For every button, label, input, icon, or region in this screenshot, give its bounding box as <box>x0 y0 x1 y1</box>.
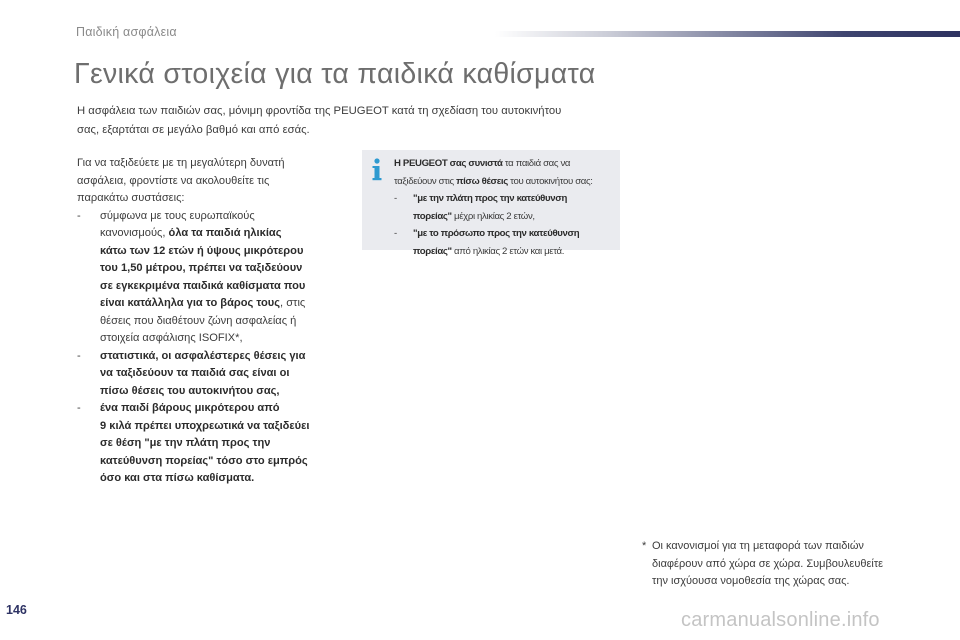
watermark: carmanualsonline.info <box>681 609 880 631</box>
list-text: κανονισμούς, <box>100 227 169 239</box>
list-item <box>77 208 352 348</box>
list-text-bold: κατεύθυνση πορείας" τόσο στο εμπρός <box>100 454 308 467</box>
info-text <box>394 155 618 260</box>
list-line <box>100 243 352 261</box>
info-line <box>413 243 618 261</box>
intro-paragraph <box>77 102 637 139</box>
list-line <box>100 225 352 243</box>
info-text-bold: "με το πρόσωπο προς την κατεύθυνση <box>413 228 580 239</box>
info-text-regular: τα παιδιά σας να <box>502 158 571 169</box>
info-text-regular: του αυτοκινήτου σας: <box>507 175 593 187</box>
list-line <box>100 453 352 471</box>
list-line <box>100 470 352 488</box>
info-text-bold: Η PEUGEOT σας συνιστά <box>394 158 503 169</box>
footnote <box>642 538 942 591</box>
list-text-bold: να ταξιδεύουν τα παιδιά σας είναι οι <box>100 367 290 379</box>
list-line <box>100 278 352 296</box>
list-text-bold: είναι κατάλληλα για το βάρος τους <box>100 297 281 309</box>
info-list-item <box>394 190 618 225</box>
page-number: 146 <box>6 603 27 617</box>
info-text-regular: από ηλικίας 2 ετών και μετά. <box>451 245 565 257</box>
list-line: σύμφωνα με τους ευρωπαϊκούς <box>100 209 255 222</box>
footnote-line: διαφέρουν από χώρα σε χώρα. Συμβουλευθείτε <box>652 557 884 570</box>
list-text-bold: κάτω των 12 ετών ή ύψους μικρότερου <box>100 244 304 257</box>
list-line: στοιχεία ασφάλισης ISOFIX*, <box>100 332 243 344</box>
list-text-bold: στατιστικά, οι ασφαλέστερες θέσεις για <box>100 349 306 362</box>
list-text-bold: σε εγκεκριμένα παιδικά καθίσματα που <box>100 279 306 292</box>
list-line <box>100 295 352 313</box>
list-text-bold: όσο και στα πίσω καθίσματα. <box>100 472 255 484</box>
list-text-bold: ένα παιδί βάρους μικρότερου από <box>100 402 280 414</box>
intro-line: Η ασφάλεια των παιδιών σας, μόνιμη φροντίδα της PEUGEOT κατά τη σχεδίαση του αυτοκινήτου <box>77 105 562 117</box>
list-line <box>100 260 352 278</box>
list-item <box>77 400 352 488</box>
list-line <box>100 435 352 453</box>
lead-line: ασφάλεια, φροντίστε να ακολουθείτε τις <box>77 174 270 187</box>
list-dash: - <box>77 209 81 222</box>
list-line <box>100 418 352 436</box>
info-list-item <box>394 225 618 260</box>
body-column <box>77 155 352 488</box>
list-line <box>100 400 352 418</box>
info-text-bold: πορείας" <box>413 245 452 257</box>
info-icon <box>370 158 384 182</box>
list-item <box>77 348 352 401</box>
info-line <box>394 173 618 191</box>
info-line <box>413 225 618 243</box>
info-dash: - <box>394 228 397 239</box>
list-dash: - <box>77 349 81 362</box>
header-bar <box>495 31 960 37</box>
list-line <box>100 365 352 383</box>
info-text-regular: ταξιδεύουν στις <box>394 175 457 187</box>
info-line <box>413 208 618 226</box>
list-text-bold: 9 κιλά πρέπει υποχρεωτικά να ταξιδεύει <box>100 419 310 432</box>
footnote-line: την ισχύουσα νομοθεσία της χώρας σας. <box>652 575 850 587</box>
list-line <box>100 348 352 366</box>
footnote-line: Οι κανονισμοί για τη μεταφορά των παιδιών <box>652 540 864 552</box>
list-text-bold: σε θέση "με την πλάτη προς την <box>100 437 271 449</box>
intro-line: σας, εξαρτάται σε μεγάλο βαθμό και από εσάς. <box>77 123 310 136</box>
info-box <box>362 150 620 257</box>
list-text-bold: όλα τα παιδιά ηλικίας <box>168 227 282 239</box>
list-text: , στις <box>280 297 306 309</box>
info-text-bold: "με την πλάτη προς την κατεύθυνση <box>413 193 567 204</box>
list-text-bold: πίσω θέσεις του αυτοκινήτου σας, <box>100 384 280 397</box>
footnote-item <box>642 538 942 591</box>
footnote-asterisk: * <box>642 540 647 552</box>
info-text-regular: μέχρι ηλικίας 2 ετών, <box>451 210 535 222</box>
info-text-bold: πορείας" <box>413 210 452 222</box>
section-header: Παιδική ασφάλεια <box>76 25 177 39</box>
info-text-bold: πίσω θέσεις <box>456 175 508 187</box>
info-dash: - <box>394 193 397 204</box>
info-line <box>413 190 618 208</box>
info-line <box>394 155 618 173</box>
list-line <box>100 383 352 401</box>
lead-line: παρακάτω συστάσεις: <box>77 192 185 204</box>
list-text-bold: του 1,50 μέτρου, πρέπει να ταξιδεύουν <box>100 262 303 274</box>
page-title: Γενικά στοιχεία για τα παιδικά καθίσματα <box>74 58 596 90</box>
list-dash: - <box>77 402 81 414</box>
list-line: θέσεις που διαθέτουν ζώνη ασφαλείας ή <box>100 314 297 327</box>
lead-line: Για να ταξιδεύετε με τη μεγαλύτερη δυνατή <box>77 157 285 169</box>
